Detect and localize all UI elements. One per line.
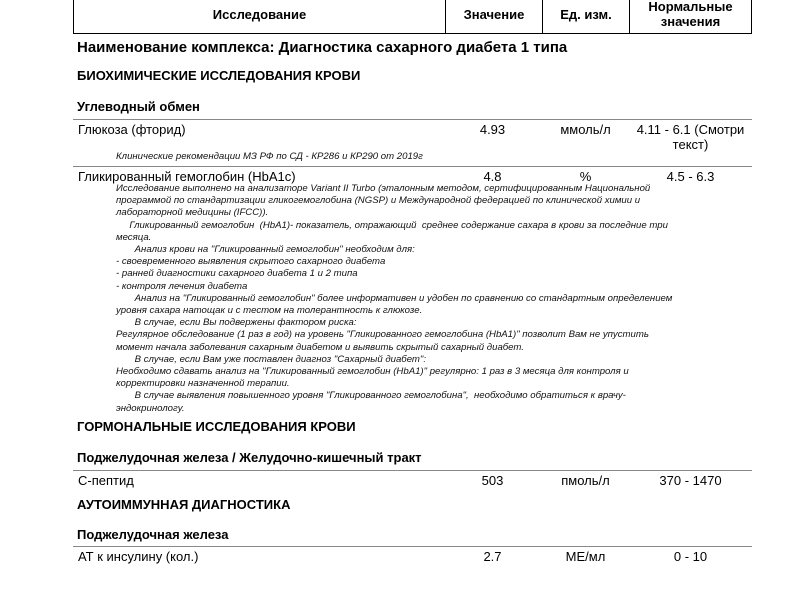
table-row-cpeptide <box>73 470 752 488</box>
note-line: Регулярное обследование (1 раз в год) на уровень "Гликированного гемоглобина (HbA1)" позволит Вам не упустить <box>116 329 649 341</box>
table-row-hba1c <box>73 166 752 184</box>
test-norm: 370 - 1470 <box>659 473 722 488</box>
note-line: В случае выявления повышенного уровня "Гликированного гемоглобина", необходимо обратиться к врачу- <box>116 390 626 402</box>
test-value: 4.93 <box>479 122 506 137</box>
table-row-glucose <box>73 119 752 152</box>
note-line: месяца. <box>116 231 152 243</box>
test-norm: 4.5 - 6.3 <box>666 169 715 184</box>
subsection-carb: Углеводный обмен <box>77 99 200 114</box>
test-name: С-пептид <box>78 473 134 488</box>
results-table-header <box>73 0 752 34</box>
section-biochem: БИОХИМИЧЕСКИЕ ИССЛЕДОВАНИЯ КРОВИ <box>77 68 361 83</box>
subsection-pancreas-gi: Поджелудочная железа / Желудочно-кишечный тракт <box>77 450 422 465</box>
header-norm-line1: Нормальные <box>648 0 733 14</box>
test-value: 503 <box>481 473 504 488</box>
subsection-pancreas: Поджелудочная железа <box>77 527 229 542</box>
complex-title: Наименование комплекса: Диагностика сахарного диабета 1 типа <box>77 39 568 56</box>
header-norm-line2: значения <box>660 14 721 29</box>
note-line: Необходимо сдавать анализ на "Гликированный гемоглобин (HbA1)" регулярно: 1 раз в 3 месяца для контроля и <box>116 366 629 378</box>
note-line: Анализ крови на "Гликированный гемоглобин" необходим для: <box>116 244 415 256</box>
test-unit: пмоль/л <box>561 473 610 488</box>
note-line: - контроля лечения диабета <box>116 280 248 292</box>
test-value: 2.7 <box>483 549 502 564</box>
note-line: - своевременного выявления скрытого сахарного диабета <box>116 256 386 268</box>
note-line: Анализ на "Гликированный гемоглобин" более информативен и удобен по сравнению со стандартным определением <box>116 292 673 304</box>
note-line: Исследование выполнено на анализаторе Variant II Turbo (эталонным методом, сертифицированным Национальной <box>116 183 651 194</box>
header-norm <box>630 0 752 34</box>
test-unit: % <box>579 169 592 184</box>
test-name: АТ к инсулину (кол.) <box>78 549 199 564</box>
note-line: Гликированный гемоглобин (HbA1)- показатель, отражающий среднее содержание сахара в крови за последние три <box>116 219 668 231</box>
note-line: В случае, если Вы подвержены фактором риска: <box>116 317 357 329</box>
test-norm-line1: 4.11 - 6.1 (Смотри <box>636 122 745 137</box>
test-value: 4.8 <box>483 169 502 184</box>
section-autoimmune: АУТОИММУННАЯ ДИАГНОСТИКА <box>77 497 291 512</box>
note-line: корректировки назначенной терапии. <box>116 378 290 390</box>
note-line: эндокринологу. <box>116 402 185 414</box>
hba1c-note <box>116 183 672 415</box>
glucose-note <box>116 151 423 163</box>
table-row-insulin-ab <box>73 546 752 564</box>
header-value: Значение <box>446 0 543 34</box>
header-study: Исследование <box>74 0 446 34</box>
test-norm: 0 - 10 <box>673 549 708 564</box>
test-name: Глюкоза (фторид) <box>78 122 186 137</box>
note-line: - ранней диагностики сахарного диабета 1 и 2 типа <box>116 268 358 280</box>
section-hormonal: ГОРМОНАЛЬНЫЕ ИССЛЕДОВАНИЯ КРОВИ <box>77 419 356 434</box>
test-norm-line2: текст) <box>672 137 709 152</box>
test-unit: ммоль/л <box>560 122 611 137</box>
test-unit: МЕ/мл <box>565 549 606 564</box>
test-norm <box>629 122 752 152</box>
note-line: В случае, если Вам уже поставлен диагноз "Сахарный диабет": <box>116 353 426 365</box>
note-line: момент начала заболевания сахарным диабетом и выявить скрытый сахарный диабет. <box>116 341 524 353</box>
note-line: уровня сахара натощак и с тестом на толерантность к глюкозе. <box>116 305 423 317</box>
header-unit: Ед. изм. <box>543 0 630 34</box>
note-line: лабораторной медицины (IFCC)). <box>116 207 269 219</box>
note-line: программой по стандартизации гликогемоглобина (NGSP) и Международной федерацией по клинической химии и <box>116 195 641 207</box>
glucose-note-text: Клинические рекомендации МЗ РФ по СД - КР286 и КР290 от 2019г <box>116 151 423 162</box>
test-name: Гликированный гемоглобин (HbA1c) <box>78 169 296 184</box>
